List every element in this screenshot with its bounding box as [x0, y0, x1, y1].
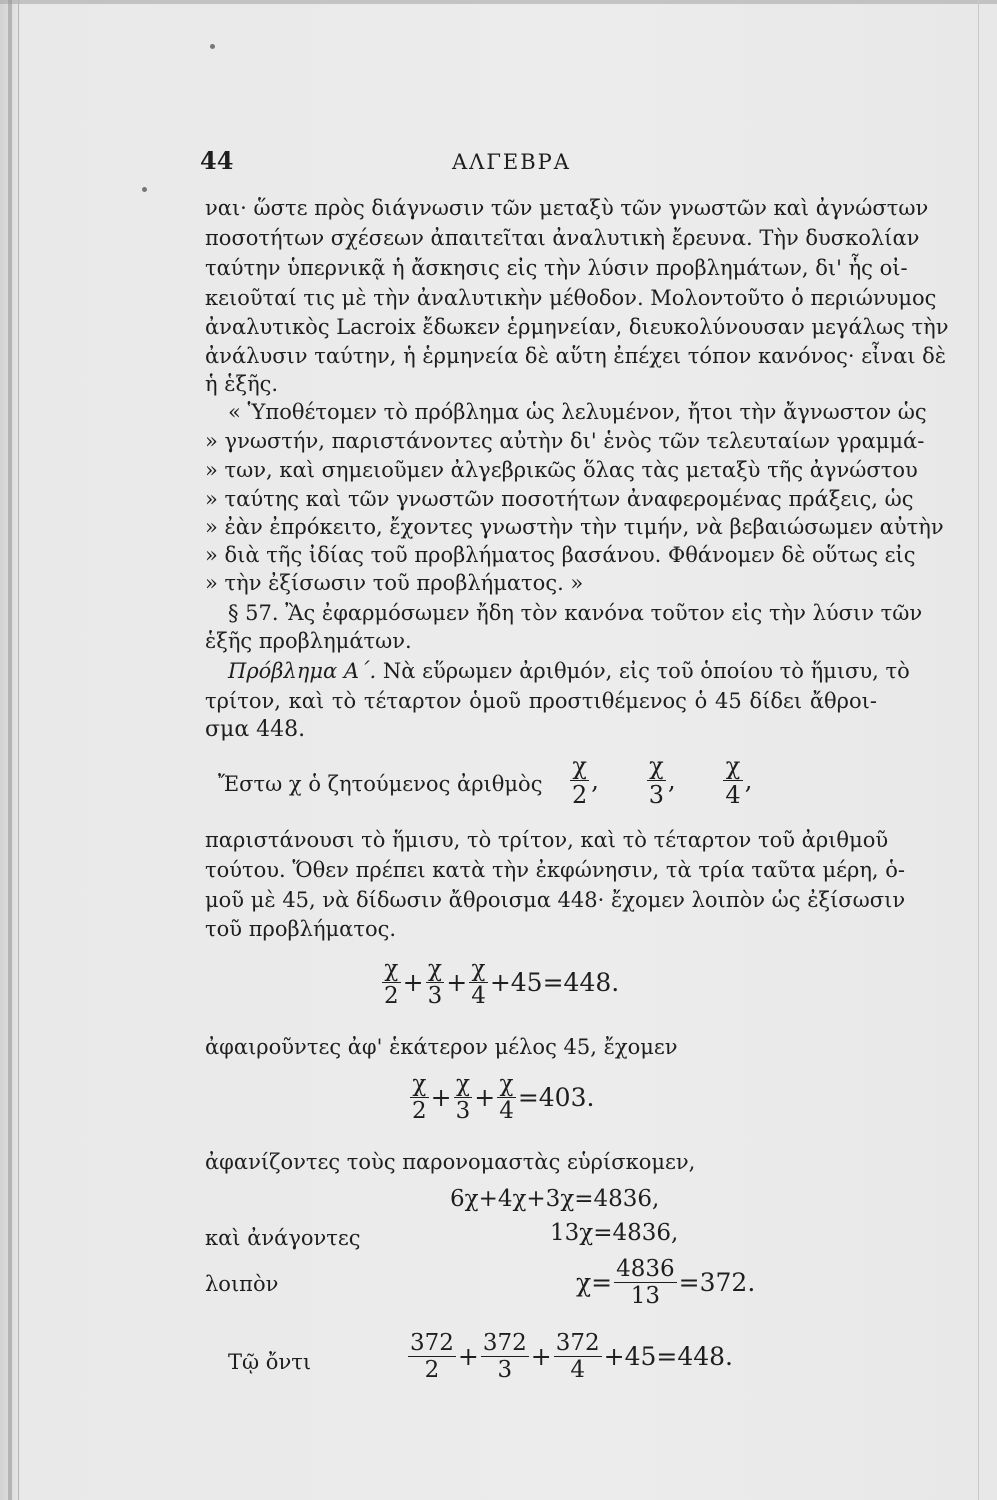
equation-lhs: χ= [576, 1268, 613, 1297]
fraction-half: $\frac{\chi}{2}$ [572, 752, 588, 809]
label-reduce: καὶ ἀνάγοντες [205, 1226, 361, 1250]
ink-speck [210, 44, 215, 49]
fraction: $\frac{372}{3}$ [482, 1330, 527, 1383]
fraction: $\frac{\chi}{2}$ [412, 1071, 427, 1124]
text-line: ἀναλυτικὸς Lacroix ἔδωκεν ἑρμηνείαν, διευκολύνουσαν μεγάλως τὴν [205, 315, 949, 339]
equation-tail: +45=448. [603, 1342, 733, 1371]
problem-text: Νὰ εὕρωμεν ἀριθμόν, εἰς τοῦ ὁποίου τὸ ἥμισυ, τὸ [382, 659, 910, 683]
equation-2: $\frac{\chi}{2}$ + $\frac{\chi}{3}$ + $\frac{\chi}{4}$ =403. [412, 1071, 595, 1124]
fraction: $\frac{\chi}{4}$ [499, 1071, 514, 1124]
equation-5 [576, 1256, 755, 1309]
text-line: τούτου. Ὅθεν πρέπει κατὰ τὴν ἐκφώνησιν, τὰ τρία ταῦτα μέρη, ὁ- [205, 858, 906, 882]
equation-rhs: =372. [678, 1268, 756, 1297]
fraction: $\frac{\chi}{3}$ [427, 956, 443, 1009]
fraction-quarter: $\frac{\chi}{4}$ [725, 752, 741, 809]
problem-line: τρίτον, καὶ τὸ τέταρτον ὁμοῦ προστιθέμενος ὁ 45 δίδει ἄθροι- [205, 689, 877, 713]
equation-3: 6χ+4χ+3χ=4836, [450, 1186, 660, 1212]
page-edge-right [978, 0, 979, 1500]
quote-line: « Ὑποθέτομεν τὸ πρόβλημα ὡς λελυμένον, ἤτοι τὴν ἄγνωστον ὡς [228, 400, 927, 424]
page-binding-shadow [8, 0, 12, 1500]
text-line: ἀφαιροῦντες ἀφ' ἑκάτερον μέλος 45, ἔχομεν [205, 1035, 678, 1059]
text-line: ἑξῆς προβλημάτων. [205, 629, 412, 653]
equation-tail: +45=448. [489, 968, 620, 997]
quote-line: » τὴν ἐξίσωσιν τοῦ προβλήματος. » [205, 571, 584, 595]
equation-6: $\frac{372}{2}$ + $\frac{372}{3}$ + $\frac{372}{4}$ +45=448. [410, 1330, 733, 1383]
fraction: $\frac{372}{2}$ [410, 1330, 454, 1383]
fraction-list: $\frac{\chi}{2}$ , $\frac{\chi}{3}$ , $\frac{\chi}{4}$ , [572, 752, 753, 809]
text-line: παριστάνουσι τὸ ἥμισυ, τὸ τρίτον, καὶ τὸ τέταρτον τοῦ ἀριθμοῦ [205, 828, 889, 852]
section-heading: § 57. Ἂς ἐφαρμόσωμεν ἤδη τὸν κανόνα τοῦτον εἰς τὴν λύσιν τῶν [228, 601, 923, 625]
problem-line: σμα 448. [205, 717, 306, 742]
ink-speck [142, 187, 147, 192]
text-line: μοῦ μὲ 45, νὰ δίδωσιν ἄθροισμα 448· ἔχομεν λοιπὸν ὡς ἐξίσωσιν [205, 888, 906, 912]
text-line: ναι· ὥστε πρὸς διάγνωσιν τῶν μεταξὺ τῶν γνωστῶν καὶ ἀγνώστων [205, 196, 929, 220]
running-title: ΑΛΓΕΒΡΑ [452, 150, 571, 174]
quote-line: » διὰ τῆς ἰδίας τοῦ προβλήματος βασάνου. Φθάνομεν δὲ οὕτως εἰς [205, 543, 916, 567]
fraction: $\frac{\chi}{2}$ [384, 956, 399, 1009]
quote-line: » των, καὶ σημειοῦμεν ἀλγεβρικῶς ὅλας τὰς μεταξὺ τῆς ἀγνώστου [205, 458, 918, 482]
quote-line: » γνωστήν, παριστάνοντες αὐτὴν δι' ἑνὸς τῶν τελευταίων γραμμά- [205, 429, 925, 453]
equation-4: 13χ=4836, [550, 1220, 679, 1246]
text-line: ἀνάλυσιν ταύτην, ἡ ἑρμηνεία δὲ αὕτη ἐπέχει τόπον κανόνος· εἶναι δὲ [205, 344, 947, 368]
text-line: τοῦ προβλήματος. [205, 917, 397, 941]
problem-title: Πρόβλημα Α΄. [228, 659, 377, 683]
equation-1: $\frac{\chi}{2}$ + $\frac{\chi}{3}$ + $\frac{\chi}{4}$ +45=448. [384, 956, 620, 1009]
fraction-third: $\frac{\chi}{3}$ [648, 752, 664, 809]
label-indeed: Τῷ ὄντι [228, 1350, 312, 1374]
fraction: $\frac{372}{4}$ [555, 1330, 600, 1383]
text-line: ἡ ἑξῆς. [205, 372, 279, 396]
problem-line [228, 657, 910, 685]
page-number: 44 [200, 146, 234, 175]
quote-line: » ταύτης καὶ τῶν γνωστῶν ποσοτήτων ἀναφερομένας πράξεις, ὡς [205, 487, 914, 511]
label-thus: λοιπὸν [205, 1272, 279, 1296]
fraction: $\frac{4836}{13}$ [616, 1256, 675, 1309]
text-line: ποσοτήτων σχέσεων ἀπαιτεῖται ἀναλυτικὴ ἔρευνα. Τὴν δυσκολίαν [205, 226, 920, 250]
text-line: ταύτην ὑπερνικᾷ ἡ ἄσκησις εἰς τὴν λύσιν προβλημάτων, δι' ἧς οἰ- [205, 256, 908, 280]
text-line: ἀφανίζοντες τοὺς παρονομαστὰς εὑρίσκομεν, [205, 1150, 696, 1174]
page-edge-top [0, 0, 997, 4]
fraction: $\frac{\chi}{4}$ [471, 956, 486, 1009]
fraction: $\frac{\chi}{3}$ [455, 1071, 471, 1124]
quote-line: » ἐὰν ἐπρόκειτο, ἔχοντες γνωστὴν τὴν τιμήν, νὰ βεβαιώσωμεν αὐτὴν [205, 515, 944, 539]
let-statement: Ἔστω χ ὁ ζητούμενος ἀριθμὸς [218, 772, 543, 796]
text-line: κειοῦταί τις μὲ τὴν ἀναλυτικὴν μέθοδον. Μολοντοῦτο ὁ περιώνυμος [205, 286, 937, 310]
page-binding-line [18, 0, 19, 1500]
equation-tail: =403. [517, 1083, 595, 1112]
